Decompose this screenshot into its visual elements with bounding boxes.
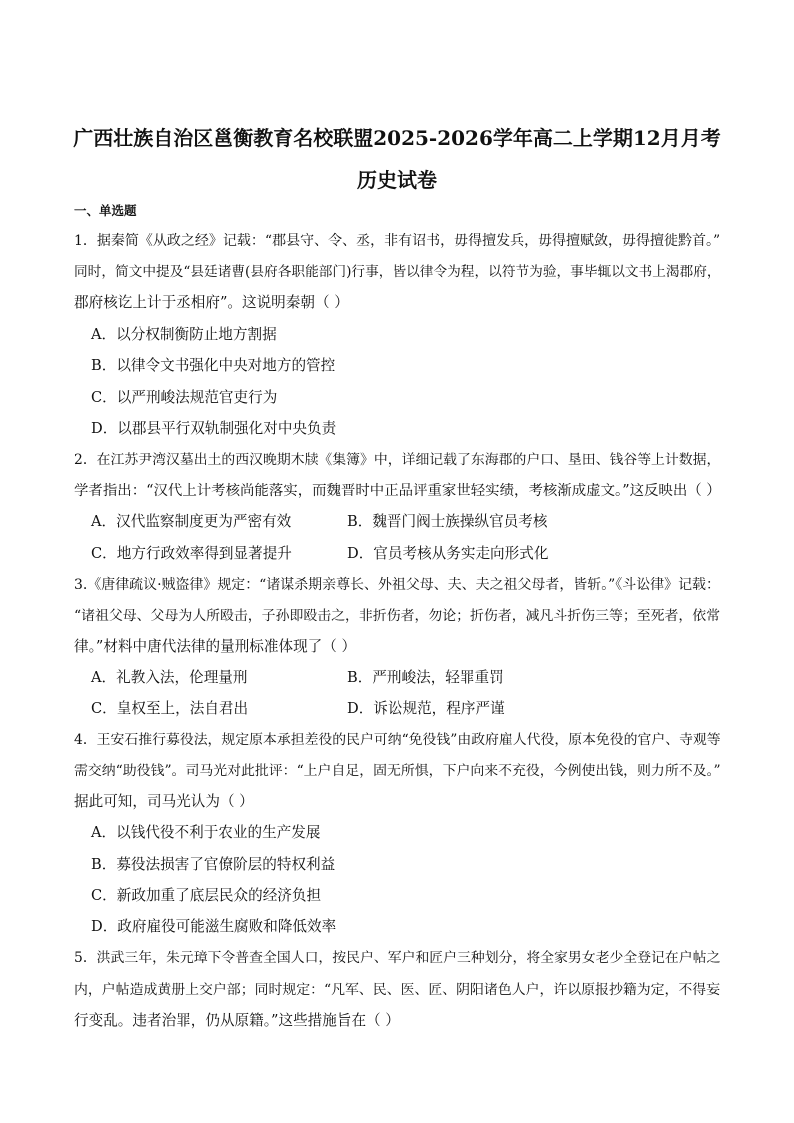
question-5-line-2: 内，户帖造成黄册上交户部；同时规定：“凡军、民、医、匠、阴阳诸色人户，许以原报抄籍为定，不得妄: [74, 982, 721, 998]
question-1-option-c: C．以严刑峻法规范官吏行为: [91, 389, 278, 406]
question-4-option-b: B．募役法损害了官僚阶层的特权利益: [91, 856, 336, 873]
question-1-line-2: 同时，简文中提及“县廷诸曹(县府各职能部门)行事，皆以律令为程，以符节为验，事毕辄以文书上渴郡府，: [74, 264, 721, 280]
section-heading: 一、单选题: [74, 203, 137, 218]
question-2-option-a: A．汉代监察制度更为严密有效: [91, 513, 292, 530]
question-3-option-b: B．严刑峻法，轻罪重罚: [347, 669, 504, 686]
question-2-line-1: 2．在江苏尹湾汉墓出土的西汉晚期木牍《集簿》中，详细记载了东海郡的户口、垦田、钱谷等上计数据，: [74, 452, 721, 468]
question-3-option-c: C．皇权至上，法自君出: [91, 700, 249, 717]
question-3-option-a: A．礼教入法，伦理量刑: [91, 669, 248, 686]
question-3-line-3: 律。”材料中唐代法律的量刑标准体现了（ ）: [74, 638, 357, 655]
question-3-line-1: 3.《唐律疏议·贼盗律》规定：“诸谋杀期亲尊长、外祖父母、夫、夫之祖父母者，皆斩。”《斗讼律》记载：: [74, 577, 720, 593]
question-4-line-3: 据此可知，司马光认为（ ）: [74, 793, 254, 810]
question-2-option-d: D．官员考核从务实走向形式化: [347, 545, 549, 562]
question-1-option-a: A．以分权制衡防止地方割据: [91, 326, 277, 343]
question-2-line-2: 学者指出：“汉代上计考核尚能落实，而魏晋时中正品评重家世轻实绩，考核渐成虚文。”这反映出（ ）: [74, 483, 721, 499]
question-1-line-1: 1．据秦简《从政之经》记载：“郡县守、令、丞，非有诏书，毋得擅发兵，毋得擅赋敛，毋得擅徙黔首。”: [74, 233, 721, 249]
question-2-option-c: C．地方行政效率得到显著提升: [91, 545, 292, 562]
question-1-option-d: D．以郡县平行双轨制强化对中央负责: [91, 420, 337, 437]
exam-title: 广西壮族自治区邕衡教育名校联盟2025-2026学年高二上学期12月月考: [73, 126, 721, 150]
question-4-option-c: C．新政加重了底层民众的经济负担: [91, 887, 322, 904]
question-3-option-d: D．诉讼规范，程序严谨: [347, 700, 505, 717]
question-3-line-2: “诸祖父母、父母为人所殴击，子孙即殴击之，非折伤者，勿论；折伤者，减凡斗折伤三等；至死者，依常: [74, 608, 721, 624]
question-4-line-1: 4．王安石推行募役法，规定原本承担差役的民户可纳“免役钱”由政府雇人代役，原本免役的官户、寺观等: [74, 732, 721, 748]
question-4-line-2: 需交纳“助役钱”。司马光对此批评：“上户自足，固无所惧，下户向来不充役，今例使出钱，则力所不及。”: [74, 763, 721, 779]
question-1-option-b: B．以律令文书强化中央对地方的管控: [91, 357, 336, 374]
question-4-option-a: A．以钱代役不利于农业的生产发展: [91, 824, 321, 841]
question-1-line-3: 郡府核讫上计于丞相府”。这说明秦朝（ ）: [74, 294, 349, 311]
exam-subtitle: 历史试卷: [357, 168, 437, 192]
question-4-option-d: D．政府雇役可能滋生腐败和降低效率: [91, 918, 337, 935]
question-2-option-b: B．魏晋门阀士族操纵官员考核: [347, 513, 548, 530]
question-5-line-3: 行变乱。违者治罪，仍从原籍。”这些措施旨在（ ）: [74, 1012, 400, 1029]
question-5-line-1: 5．洪武三年，朱元璋下令普查全国人口，按民户、军户和匠户三种划分，将全家男女老少全登记在户帖之: [74, 950, 721, 966]
